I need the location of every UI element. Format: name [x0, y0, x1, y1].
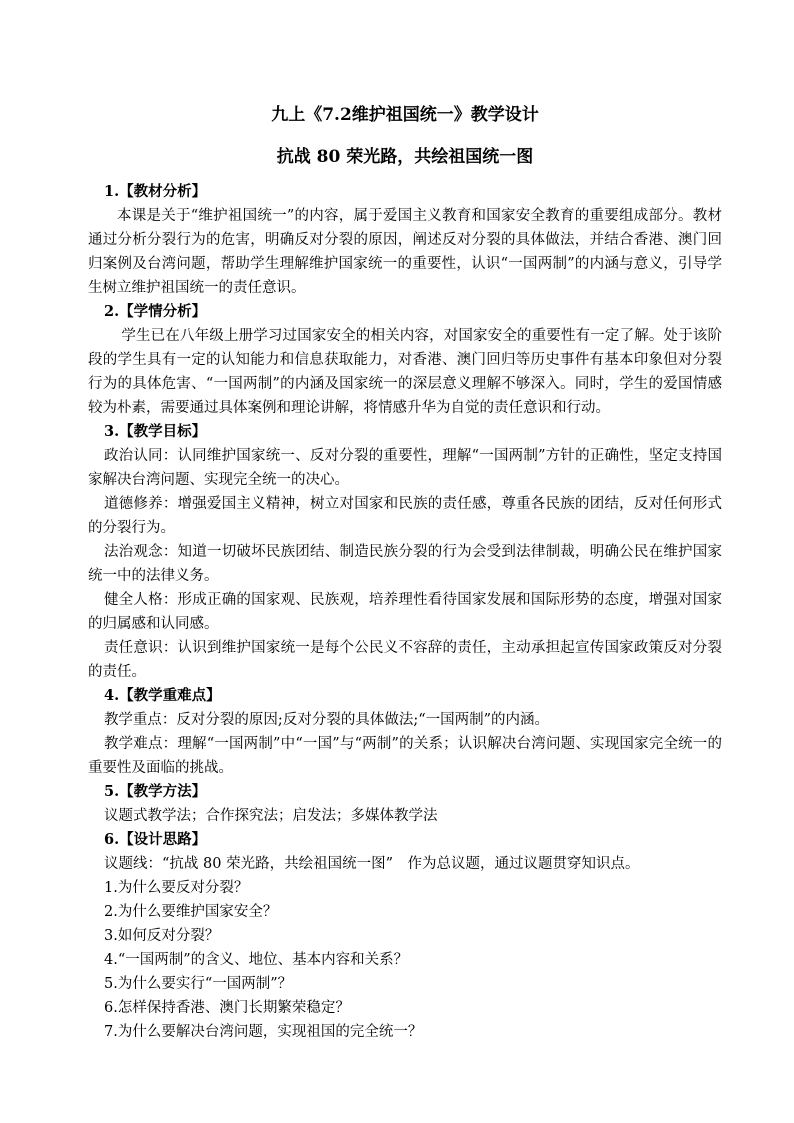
- section-heading-methods: 5.【教学方法】: [104, 783, 207, 800]
- list-item: 2.为什么要维护国家安全？: [104, 904, 278, 920]
- section-heading-students: 2.【学情分析】: [104, 303, 207, 320]
- section-heading-objectives: 3.【教学目标】: [104, 423, 207, 440]
- list-item: 5.为什么要实行“一国两制”？: [104, 976, 293, 992]
- methods-text: 议题式教学法；合作探究法；启发法；多媒体教学法: [104, 808, 438, 824]
- list-item: 4.“一国两制”的含义、地位、基本内容和关系？: [104, 952, 409, 968]
- objective-political: 政治认同：认同维护国家统一、反对分裂的重要性，理解“一国两制”方针的正确性，坚定支持国家解决台湾问题、实现完全统一的决心。: [88, 448, 722, 488]
- list-item: 7.为什么要解决台湾问题，实现祖国的完全统一？: [104, 1024, 423, 1040]
- textbook-analysis-text: 本课是关于“维护祖国统一”的内容，属于爱国主义教育和国家安全教育的重要组成部分。教材通过分析分裂行为的危害，明确反对分裂的原因，阐述反对分裂的具体做法，并结合香港、澳门回归案例及台湾问题，帮助学生理解维护国家统一的重要性，认识“一国两制”的内涵与意义，引导学生树立维护祖国统一的责任意识。: [88, 208, 722, 296]
- list-item: 6.怎样保持香港、澳门长期繁荣稳定？: [104, 1000, 350, 1016]
- document-subtitle: 抗战 80 荣光路，共绘祖国统一图: [276, 147, 534, 167]
- document-title: 九上《7.2维护祖国统一》教学设计: [271, 105, 539, 125]
- key-difficulty-text: 教学难点：理解“一国两制”中“一国”与“两制”的关系；认识解决台湾问题、实现国家完全统一的重要性及面临的挑战。: [88, 736, 722, 776]
- student-analysis-text: 学生已在八年级上册学习过国家安全的相关内容，对国家安全的重要性有一定了解。处于该阶段的学生具有一定的认知能力和信息获取能力，对香港、澳门回归等历史事件有基本印象但对分裂行为的具体危害、“一国两制”的内涵及国家统一的深层意义理解不够深入。同时，学生的爱国情感较为朴素，需要通过具体案例和理论讲解，将情感升华为自觉的责任意识和行动。: [88, 328, 722, 416]
- section-heading-design: 6.【设计思路】: [104, 831, 207, 848]
- design-intro-text: 议题线：“抗战 80 荣光路，共绘祖国统一图” 作为总议题，通过议题贯穿知识点。: [104, 856, 640, 872]
- objective-law: 法治观念：知道一切破坏民族团结、制造民族分裂的行为会受到法律制裁，明确公民在维护国家统一中的法律义务。: [88, 544, 722, 584]
- list-item: 3.如何反对分裂？: [104, 928, 220, 944]
- objective-responsibility: 责任意识：认识到维护国家统一是每个公民义不容辞的责任，主动承担起宣传国家政策反对分裂的责任。: [88, 640, 722, 680]
- list-item: 1.为什么要反对分裂？: [104, 880, 249, 896]
- section-heading-keypoints: 4.【教学重难点】: [104, 687, 221, 704]
- objective-moral: 道德修养：增强爱国主义精神，树立对国家和民族的责任感，尊重各民族的团结，反对任何形式的分裂行为。: [88, 496, 722, 536]
- design-question-list: [88, 876, 722, 1044]
- document-page: [88, 104, 722, 1044]
- section-heading-textbook: 1.【教材分析】: [104, 183, 207, 200]
- objective-personality: 健全人格：形成正确的国家观、民族观，培养理性看待国家发展和国际形势的态度，增强对国家的归属感和认同感。: [88, 592, 722, 632]
- key-focus-text: 教学重点：反对分裂的原因;反对分裂的具体做法;“一国两制”的内涵。: [103, 712, 550, 728]
